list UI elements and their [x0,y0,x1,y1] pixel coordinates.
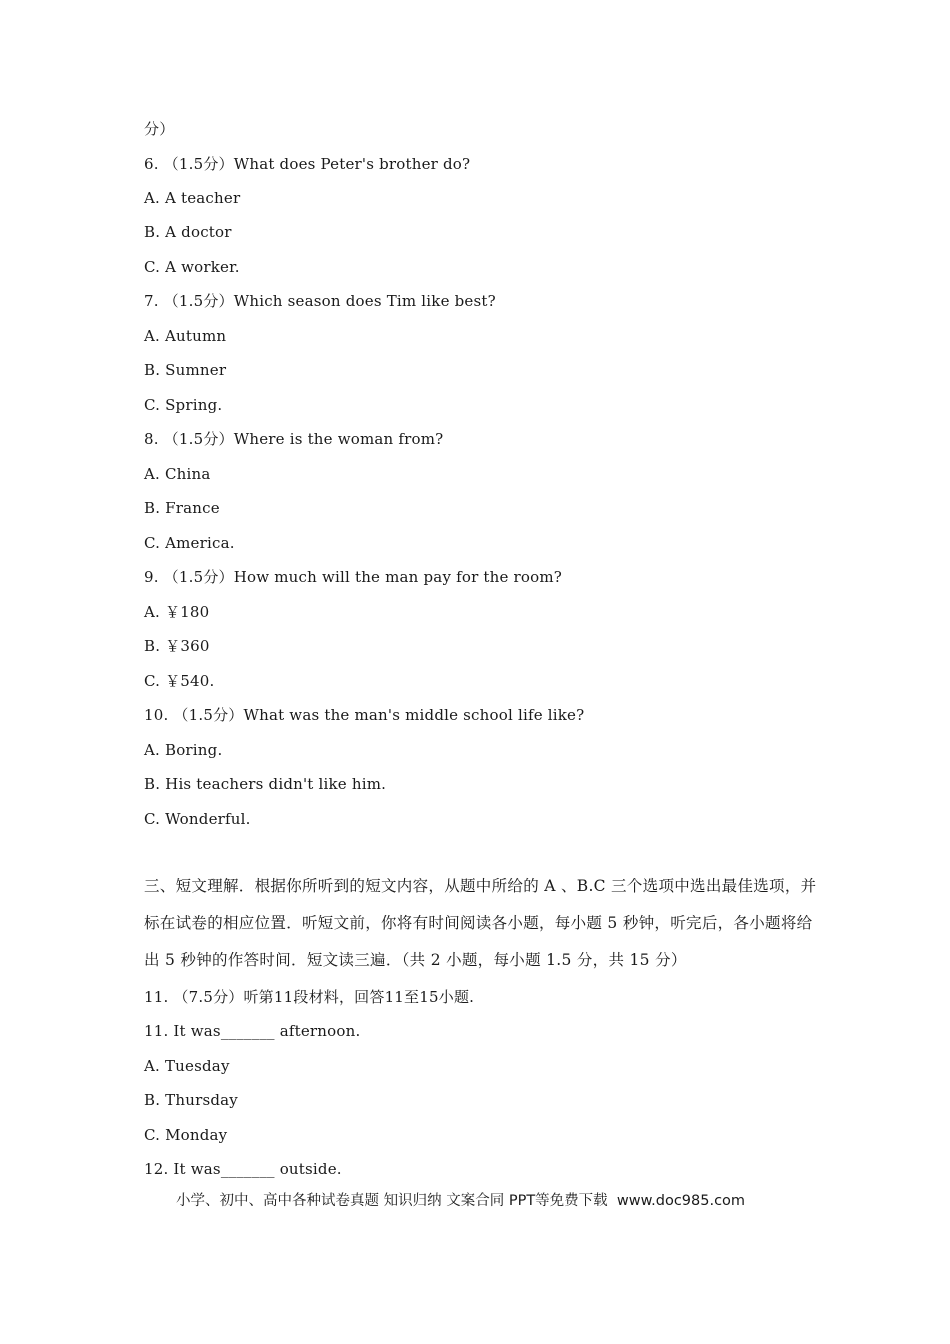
page-footer: 小学、初中、高中各种试卷真题 知识归纳 文案合同 PPT等免费下载 www.doc985.com [176,1193,746,1209]
option-c: C. Wonderful. [144,810,251,828]
option-c: C. America. [144,534,235,552]
option-a: A. Boring. [144,741,223,759]
option-a: A. Autumn [144,327,227,345]
option-b: B. ￥360 [144,637,210,655]
option-a: A. A teacher [144,189,241,207]
question-9: 9. （1.5分）How much will the man pay for the room? [144,568,563,586]
question-7: 7. （1.5分）Which season does Tim like best? [144,292,496,310]
option-a: A. China [144,465,211,483]
section-3-instructions: 三、短文理解．根据你所听到的短文内容，从题中所给的 A 、B.C 三个选项中选出最佳选项，并标在试卷的相应位置．听短文前，你将有时间阅读各小题，每小题 5 秒钟，听完后，各小题将给出 5 秒钟的作答时间．短文读三遍．（共 2 小题，每小题 1.5 分，共 15 分） [144,877,817,969]
option-b: B. His teachers didn't like him. [144,775,387,793]
option-c: C. Monday [144,1126,228,1144]
option-c: C. ￥540. [144,672,215,690]
question-8: 8. （1.5分）Where is the woman from? [144,430,444,448]
option-b: B. Sumner [144,361,227,379]
question-11-header: 11. （7.5分）听第11段材料，回答11至15小题. [144,988,475,1006]
option-c: C. A worker. [144,258,240,276]
option-c: C. Spring. [144,396,223,414]
question-12: 12. It was_______ outside. [144,1160,342,1178]
option-b: B. A doctor [144,223,232,241]
option-b: B. Thursday [144,1091,238,1109]
option-b: B. France [144,499,220,517]
text-line: 分） [144,120,175,138]
question-11: 11. It was_______ afternoon. [144,1022,361,1040]
question-10: 10. （1.5分）What was the man's middle school life like? [144,706,585,724]
option-a: A. ￥180 [144,603,210,621]
question-6: 6. （1.5分）What does Peter's brother do? [144,155,471,173]
option-a: A. Tuesday [144,1057,230,1075]
